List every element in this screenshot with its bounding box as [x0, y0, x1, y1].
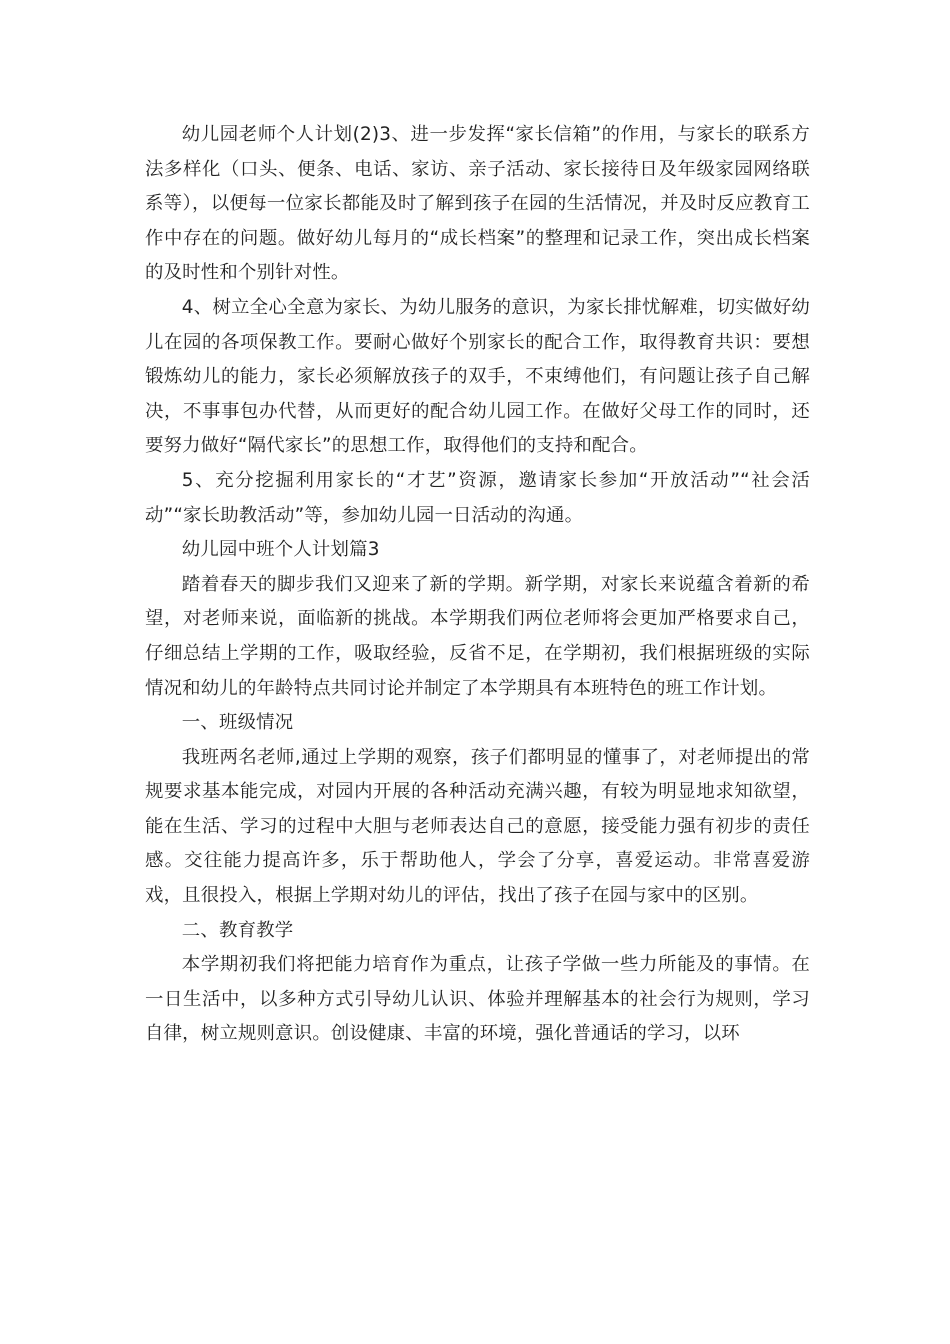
paragraph-item-5: 5、充分挖掘利用家长的“才艺”资源，邀请家长参加“开放活动”“社会活动”“家长助教活动”等，参加幼儿园一日活动的沟通。 — [145, 469, 810, 526]
paragraph-teacher-plan-2: 幼儿园老师个人计划(2)3、进一步发挥“家长信箱”的作用，与家长的联系方法多样化（口头、便条、电话、家访、亲子活动、家长接待日及年级家园网络联系等），以便每一位家长都能及时了解到孩子在园的生活情况，并及时反应教育工作中存在的问题。做好幼儿每月的“成长档案”的整理和记录工作，突出成长档案的及时性和个别针对性。 — [145, 124, 810, 284]
document-page — [145, 118, 810, 1052]
paragraph-class-situation: 我班两名老师,通过上学期的观察，孩子们都明显的懂事了，对老师提出的常规要求基本能完成，对园内开展的各种活动充满兴趣，有较为明显地求知欲望，能在生活、学习的过程中大胆与老师表达自己的意愿，接受能力强有初步的责任感。交往能力提高许多，乐于帮助他人，学会了分享，喜爱运动。非常喜爱游戏，且很投入，根据上学期对幼儿的评估，找出了孩子在园与家中的区别。 — [145, 746, 810, 907]
heading-class-situation: 一、班级情况 — [181, 712, 294, 734]
heading-education-teaching: 二、教育教学 — [181, 919, 294, 941]
paragraph-intro: 踏着春天的脚步我们又迎来了新的学期。新学期，对家长来说蕴含着新的希望，对老师来说，面临新的挑战。本学期我们两位老师将会更加严格要求自己，仔细总结上学期的工作，吸取经验，反省不足，在学期初，我们根据班级的实际情况和幼儿的年龄特点共同讨论并制定了本学期具有本班特色的班工作计划。 — [145, 573, 810, 699]
paragraph-education-teaching: 本学期初我们将把能力培育作为重点，让孩子学做一些力所能及的事情。在一日生活中，以多种方式引导幼儿认识、体验并理解基本的社会行为规则，学习自律，树立规则意识。创设健康、丰富的环境，强化普通话的学习，以环 — [145, 954, 810, 1045]
section-title-plan-3: 幼儿园中班个人计划篇3 — [181, 539, 380, 561]
paragraph-item-4: 4、树立全心全意为家长、为幼儿服务的意识，为家长排忧解难，切实做好幼儿在园的各项保教工作。要耐心做好个别家长的配合工作，取得教育共识：要想锻炼幼儿的能力，家长必须解放孩子的双手，不束缚他们，有问题让孩子自己解决，不事事包办代替，从而更好的配合幼儿园工作。在做好父母工作的同时，还要努力做好“隔代家长”的思想工作，取得他们的支持和配合。 — [145, 296, 810, 457]
